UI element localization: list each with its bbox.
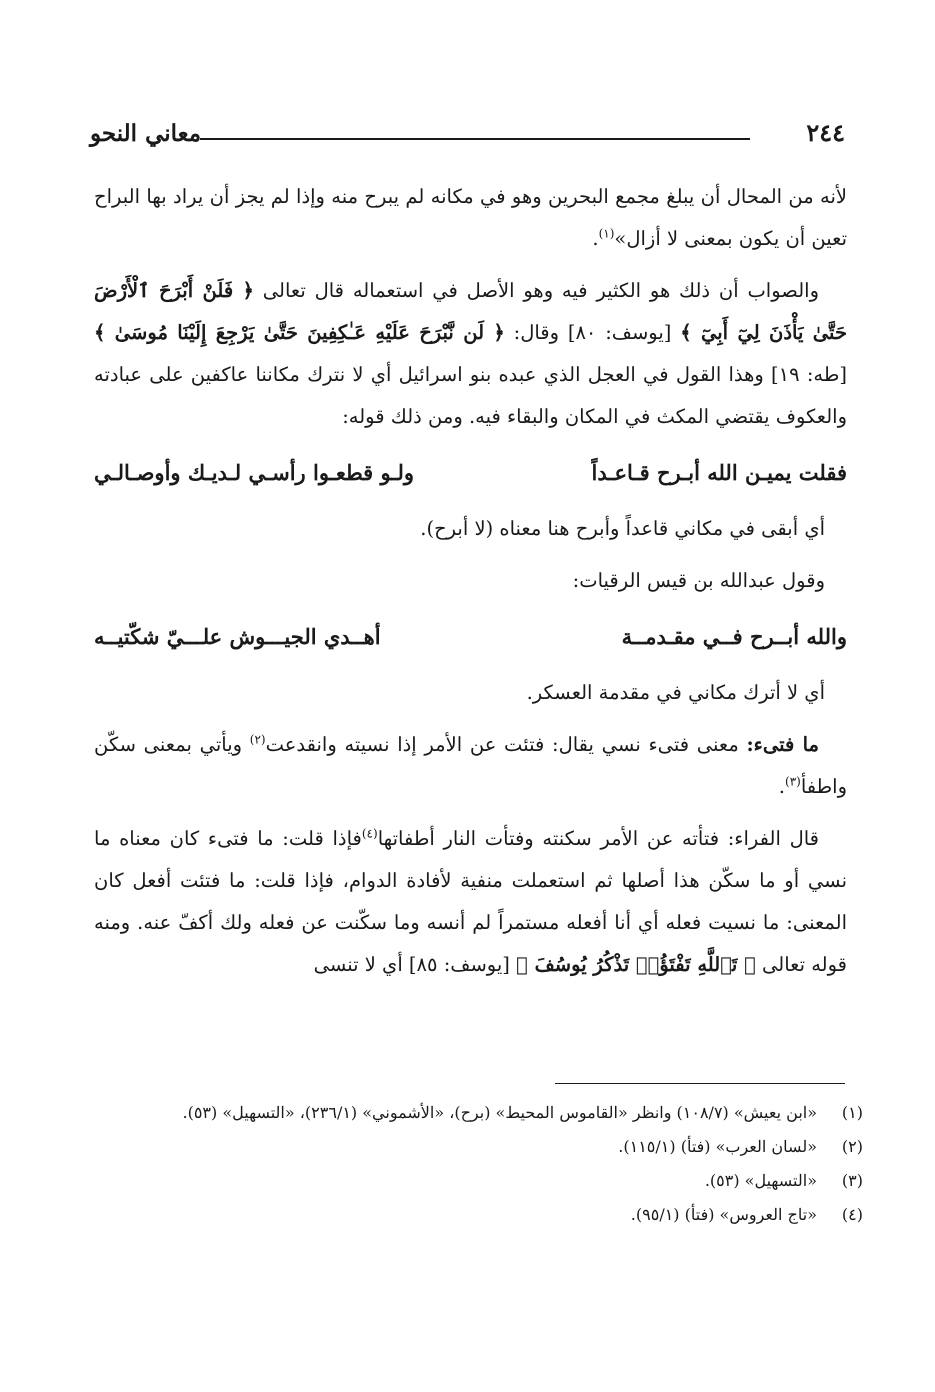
footnote-1 bbox=[92, 1098, 863, 1128]
footnote-text: «لسان العرب» (فتأ) (١١٥/١). bbox=[618, 1137, 817, 1156]
verse-1-second-hemistich: ولـو قطعـوا رأسـي لـديـك وأوصـالـي bbox=[94, 460, 415, 485]
footnote-3 bbox=[92, 1166, 863, 1196]
footnote-ref-2: (٢) bbox=[249, 732, 266, 747]
paragraph-1 bbox=[94, 176, 847, 260]
quran-verse-taha-91: ﴿ لَن نَّبْرَحَ عَلَيْهِ عَـٰكِفِينَ حَتَّىٰ يَرْجِعَ إِلَيْنَا مُوسَىٰ ﴾ bbox=[94, 321, 505, 344]
paragraph-2 bbox=[94, 270, 847, 438]
footnote-ref-4: (٤) bbox=[361, 826, 378, 841]
poetry-verse-1 bbox=[94, 450, 847, 496]
running-title: معاني النحو bbox=[90, 120, 202, 147]
footnote-rule bbox=[555, 1083, 845, 1084]
footnote-4 bbox=[92, 1200, 863, 1230]
verse-2-first-hemistich: والله أبــرح فــي مقـدمــة bbox=[621, 624, 847, 649]
footnote-ref-1: (١) bbox=[598, 226, 615, 241]
footnote-ref-3: (٣) bbox=[785, 774, 801, 789]
paragraph-4 bbox=[94, 818, 847, 986]
footnote-2 bbox=[92, 1132, 863, 1162]
paragraph-4-text-c: [يوسف: ٨٥] أي لا تنسى bbox=[313, 953, 510, 976]
term-ma-fati: ما فتىء: bbox=[746, 733, 819, 756]
verse-2-intro: وقول عبدالله بن قيس الرقيات: bbox=[572, 569, 825, 592]
paragraph-3-text-a: معنى فتىء نسي يقال: فتئت عن الأمر إذا نسيته وانقدعت bbox=[265, 733, 739, 756]
verse-2-second-hemistich: أهــدي الجيـــوش علـــيّ شكّتيــه bbox=[94, 624, 381, 649]
footnotes bbox=[92, 1098, 863, 1234]
header-rule bbox=[200, 138, 750, 140]
footnote-number: (٢) bbox=[841, 1137, 863, 1156]
footnote-text: «التسهيل» (٥٣). bbox=[704, 1171, 817, 1190]
paragraph-2-text-a: والصواب أن ذلك هو الكثير فيه وهو الأصل في استعماله قال تعالى bbox=[262, 279, 819, 302]
paragraph-2-text-b: [يوسف: ٨٠] وقال: bbox=[513, 321, 672, 344]
paragraph-3-end: . bbox=[778, 775, 785, 798]
verse-1-gloss: أي أبقى في مكاني قاعداً وأبرح هنا معناه (لا أبرح). bbox=[420, 517, 825, 540]
footnote-number: (٣) bbox=[841, 1171, 863, 1190]
footnote-text: «ابن يعيش» (١٠٨/٧) وانظر «القاموس المحيط» (برح)، «الأشموني» (٢٣٦/١)، «التسهيل» (٥٣). bbox=[182, 1103, 817, 1122]
verse-2-gloss: أي لا أترك مكاني في مقدمة العسكر. bbox=[526, 681, 825, 704]
quran-verse-yusuf-80: ﴿ فَلَنْ أَبْرَحَ ٱلْأَرْضَ حَتَّىٰ يَأْذَنَ لِيٓ أَبِيٓ ﴾ bbox=[94, 279, 847, 344]
spacer bbox=[94, 808, 847, 818]
footnote-number: (٤) bbox=[841, 1205, 863, 1224]
paragraph-4-text-a: قال الفراء: فتأته عن الأمر سكنته وفتأت النار أطفاتها bbox=[377, 827, 819, 850]
paragraph-1-text: لأنه من المحال أن يبلغ مجمع البحرين وهو في مكانه لم يبرح منه وإذا لم يجز أن يراد بها البراح تعين أن يكون بمعنى لا أزال» bbox=[94, 185, 847, 250]
paragraph-1-end: . bbox=[592, 227, 599, 250]
poetry-verse-2 bbox=[94, 614, 847, 660]
main-text bbox=[94, 176, 847, 986]
footnote-number: (١) bbox=[841, 1103, 863, 1122]
spacer bbox=[94, 714, 847, 724]
footnote-text: «تاج العروس» (فتأ) (٩٥/١). bbox=[630, 1205, 817, 1224]
paragraph-3 bbox=[94, 724, 847, 808]
paragraph-2-text-c: [طه: ١٩] وهذا القول في العجل الذي عبده بنو اسرائيل أي لا نترك مكاننا عاكفين على عبادته والعكوف يقتضي المكث في المكان والبقاء فيه. ومن ذلك قوله: bbox=[94, 363, 847, 428]
paragraph-3-text-b: ويأتي بمعنى سكّن واطفأ bbox=[94, 733, 847, 798]
page-header bbox=[90, 118, 845, 162]
page-number: ٢٤٤ bbox=[806, 118, 845, 147]
quran-verse-yusuf-85: ﴿ تَٱللَّهِ تَفْتَؤُا۟ تَذْكُرُ يُوسُفَ ﴾ bbox=[516, 953, 756, 976]
verse-1-first-hemistich: فقلت يميـن الله أبـرح قـاعـداً bbox=[591, 460, 847, 485]
paragraph-4-text-b: فإذا قلت: ما فتىء كان معناه ما نسي أو ما سكّن هذا أصلها ثم استعملت منفية لأفادة الدوام، فإذا قلت: ما فتئت أفعل كان المعنى: ما نسيت فعله أي أنا أفعله مستمراً لم أنسه وما سكّنت عن فعله ولك أكفّ عنه. ومنه قوله تعالى bbox=[94, 827, 847, 976]
spacer bbox=[94, 260, 847, 270]
